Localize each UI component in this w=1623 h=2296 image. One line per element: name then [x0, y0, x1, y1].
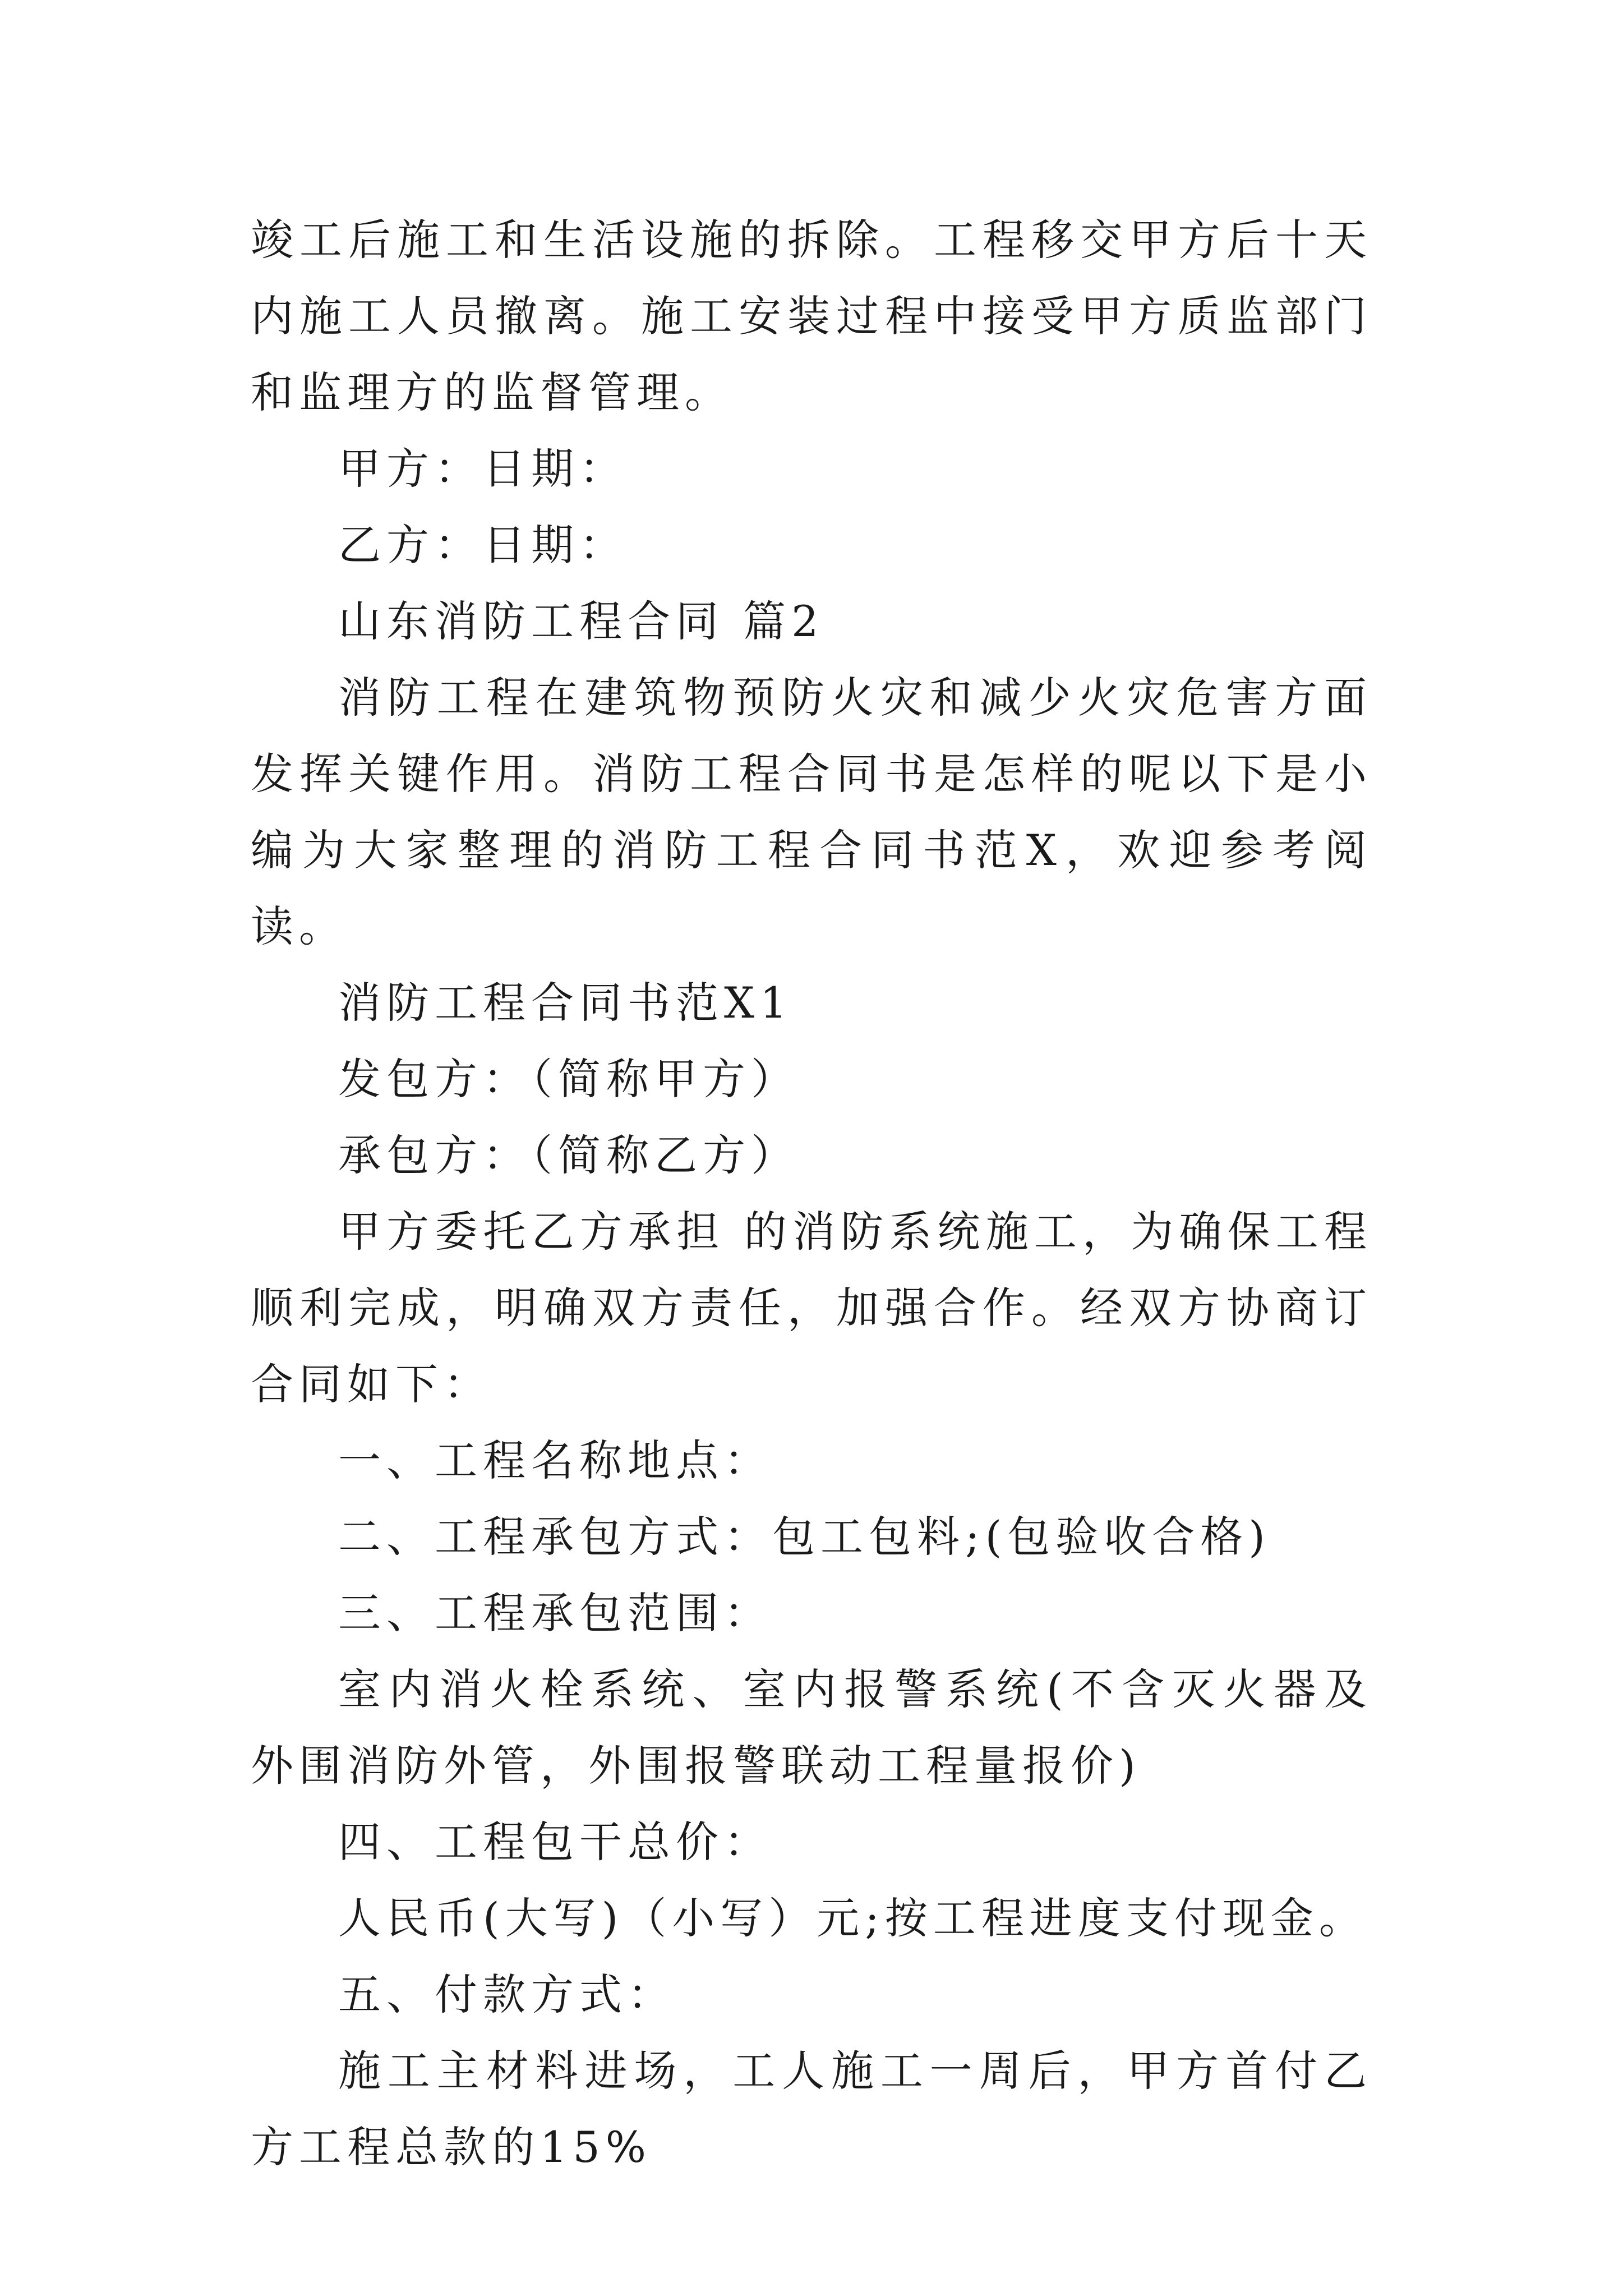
paragraph-demolition: 竣工后施工和生活设施的拆除。工程移交甲方后十天内施工人员撤离。施工安装过程中接受甲方质监部门和监理方的监督管理。 — [251, 215, 1372, 417]
document-body — [251, 202, 1372, 2185]
section-heading: 山东消防工程合同 篇2 — [338, 596, 824, 646]
contract-title: 消防工程合同书范X1 — [338, 978, 793, 1028]
clause-2: 二、工程承包方式：包工包料;(包验收合格) — [338, 1512, 1271, 1562]
paragraph-commission: 甲方委托乙方承担 的消防系统施工，为确保工程顺利完成，明确双方责任，加强合作。经双方协商订合同如下： — [251, 1207, 1372, 1409]
clause-5: 五、付款方式： — [338, 1970, 676, 2019]
paragraph-payment: 施工主材料进场，工人施工一周后，甲方首付乙方工程总款的15% — [251, 2046, 1372, 2172]
paragraph-intro: 消防工程在建筑物预防火灾和减少火灾危害方面发挥关键作用。消防工程合同书是怎样的呢以下是小编为大家整理的消防工程合同书范X，欢迎参考阅读。 — [251, 673, 1372, 951]
paragraph-employer: 发包方：（简称甲方） — [338, 1054, 799, 1104]
paragraph-contractor: 承包方：（简称乙方） — [338, 1130, 799, 1180]
clause-4: 四、工程包干总价： — [338, 1817, 772, 1867]
clause-3: 三、工程承包范围： — [338, 1588, 772, 1638]
paragraph-scope: 室内消火栓系统、室内报警系统(不含灭火器及外围消防外管，外围报警联动工程量报价) — [251, 1664, 1372, 1791]
paragraph-party-a-date: 甲方：日期： — [338, 444, 628, 494]
clause-1: 一、工程名称地点： — [338, 1435, 772, 1485]
paragraph-party-b-date: 乙方：日期： — [338, 520, 628, 570]
paragraph-price: 人民币(大写)（小写）元;按工程进度支付现金。 — [338, 1893, 1367, 1943]
